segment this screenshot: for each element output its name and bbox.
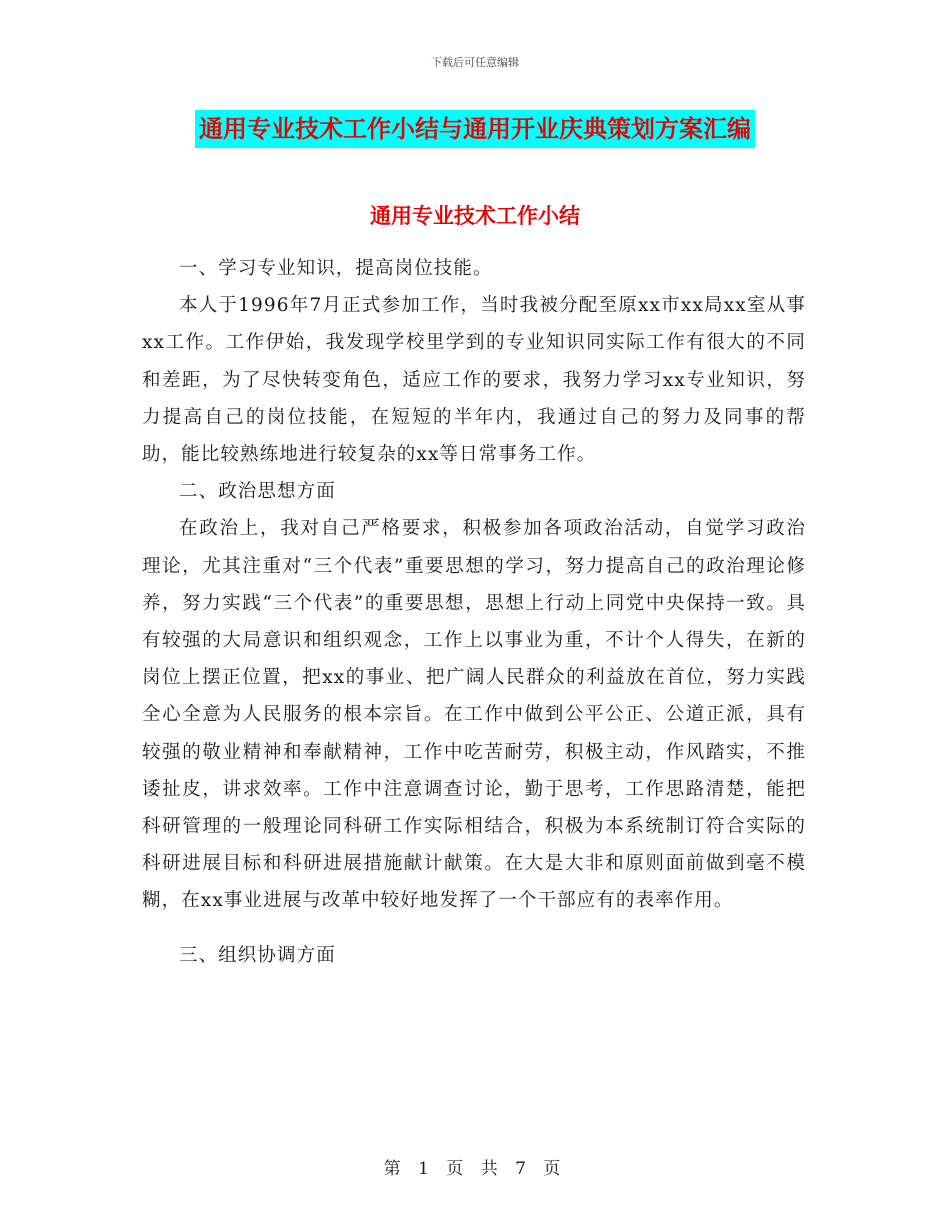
paragraph: 本人于1996年7月正式参加工作，当时我被分配至原xx市xx局xx室从事xx工作。工作伊始，我发现学校里学到的专业知识同实际工作有很大的不同和差距，为了尽快转变角色，适应工作的要求，我努力学习xx专业知识，努力提高自己的岗位技能，在短短的半年内，我通过自己的努力及同事的帮助，能比较熟练地进行较复杂的xx等日常事务工作。 — [142, 295, 806, 466]
paragraph-heading-2: 二、政治思想方面 — [179, 481, 336, 503]
document-title-container — [0, 110, 950, 148]
header-note: 下载后可任意编辑 — [431, 56, 519, 69]
document-title: 通用专业技术工作小结与通用开业庆典策划方案汇编 — [195, 110, 755, 148]
section-title: 通用专业技术工作小结 — [370, 204, 580, 228]
document-body — [142, 250, 806, 974]
page-number: 第 1 页 共 7 页 — [383, 1159, 567, 1179]
paragraph-heading-3: 三、组织协调方面 — [179, 944, 336, 966]
paragraph-heading-1: 一、学习专业知识，提高岗位技能。 — [179, 258, 493, 279]
paragraph: 在政治上，我对自己严格要求，积极参加各项政治活动，自觉学习政治理论，尤其注重对“三个代表”重要思想的学习，努力提高自己的政治理论修养，努力实践“三个代表”的重要思想，思想上行动上同党中央保持一致。具有较强的大局意识和组织观念，工作上以事业为重，不计个人得失，在新的岗位上摆正位置，把xx的事业、把广阔人民群众的利益放在首位，努力实践全心全意为人民服务的根本宗旨。在工作中做到公平公正、公道正派，具有较强的敬业精神和奉献精神，工作中吃苦耐劳，积极主动，作风踏实，不推诿扯皮，讲求效率。工作中注意调查讨论，勤于思考，工作思路清楚，能把科研管理的一般理论同科研工作实际相结合，积极为本系统制订符合实际的科研进展目标和科研进展措施献计献策。在大是大非和原则面前做到毫不模糊，在xx事业进展与改革中较好地发挥了一个干部应有的表率作用。 — [142, 518, 806, 912]
